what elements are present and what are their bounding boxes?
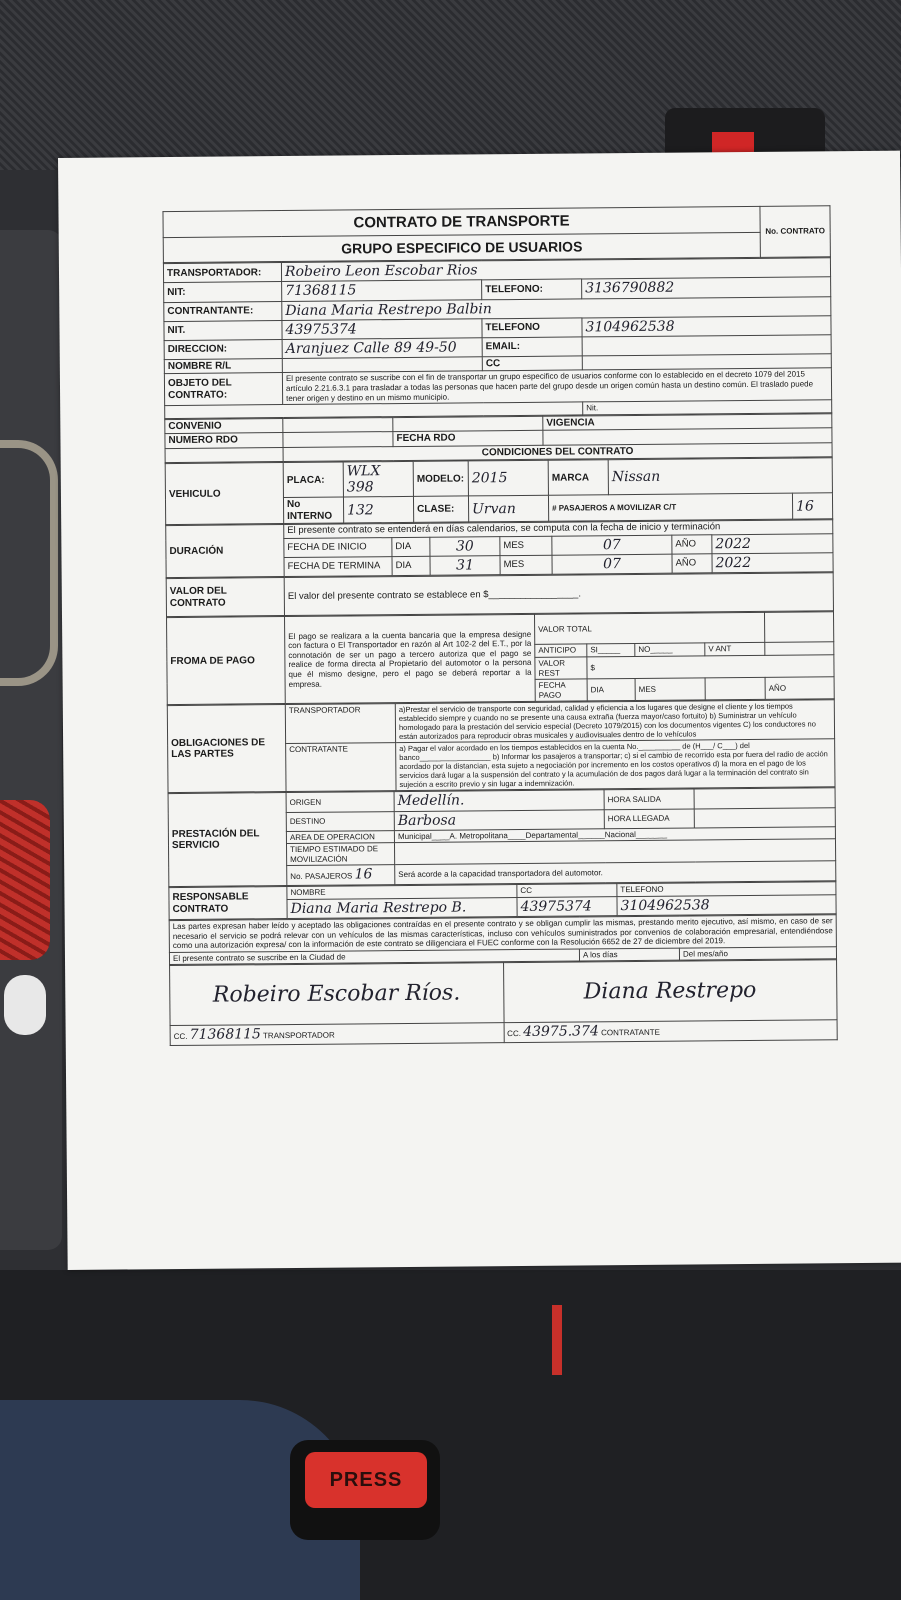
clase-value: Urvan	[468, 496, 548, 523]
inicio-ano-value: 2022	[712, 534, 833, 554]
transportador-signature: Robeiro Escobar Ríos.	[170, 963, 504, 1026]
inicio-dia-value: 30	[430, 537, 500, 557]
pago-mes-label: MES	[635, 678, 705, 701]
condiciones-label: CONDICIONES DEL CONTRATO	[283, 442, 832, 461]
signatures-table	[169, 960, 838, 1047]
pago-text: El pago se realizara a la cuenta bancaria que la empresa designe con factura o El Transportador en razón al Art 102-2 del E.T., por la connotación de ser un pago a tercero autoriza que el pago se realice de forma directa al Propietario del automotor o la persona que él mismo designe, pero el pago se deberá reportar a la empresa.	[285, 615, 536, 704]
origen-value: Medellín.	[394, 790, 604, 811]
contratante-signature: Diana Restrepo	[503, 960, 837, 1023]
valor-table	[166, 573, 834, 618]
contratante-value: Diana Maria Restrepo Balbin	[282, 296, 831, 320]
nit-label: NIT:	[164, 282, 282, 302]
telefono-value: 3136790882	[582, 277, 831, 298]
termina-ano-value: 2022	[712, 553, 833, 573]
transportador-value: Robeiro Leon Escobar Rios	[281, 258, 830, 282]
valor-rest-label: VALOR REST	[535, 657, 587, 680]
contract-paper	[58, 151, 901, 1270]
termina-dia-value: 31	[430, 556, 500, 576]
hora-llegada-label: HORA LLEGADA	[604, 809, 694, 829]
termina-ano-label: AÑO	[672, 554, 712, 573]
nit2-value: 43975374	[282, 318, 482, 339]
resp-nombre-value: Diana Maria Restrepo B.	[287, 897, 517, 918]
resp-telefono-label: TELEFONO	[617, 882, 836, 897]
inicio-mes-value: 07	[552, 535, 672, 555]
nit-value: 71368115	[282, 280, 482, 301]
fecha-rdo-label: FECHA RDO	[393, 430, 543, 446]
mes-ano-label: Del mes/año	[679, 946, 836, 960]
ob-contratante-label: CONTRATANTE	[286, 743, 396, 792]
press-button: PRESS	[305, 1452, 427, 1508]
pasajeros-movilizar-label: # PASAJEROS A MOVILIZAR C/T	[548, 493, 792, 521]
contratante-cc: 43975.374	[523, 1023, 599, 1041]
no-pasajeros-value: 16	[354, 866, 373, 883]
obligaciones-table	[167, 700, 836, 794]
resp-cc-label: CC	[517, 884, 617, 897]
earbud	[4, 975, 46, 1035]
numero-rdo-label: NUMERO RDO	[165, 433, 283, 449]
modelo-value: 2015	[468, 460, 548, 496]
origen-label: ORIGEN	[286, 792, 394, 812]
destino-value: Barbosa	[394, 809, 604, 830]
termina-mes-value: 07	[552, 555, 672, 575]
contratante-label: CONTRANTANTE:	[164, 301, 282, 321]
no-pasajeros-text: Será acorde a la capacidad transportadora del automotor.	[395, 861, 836, 885]
convenio-table	[164, 413, 832, 463]
termina-mes-label: MES	[500, 556, 552, 576]
anticipo-no: NO_____	[635, 643, 705, 656]
resp-telefono-value: 3104962538	[617, 895, 836, 916]
marca-value: Nissan	[608, 458, 832, 495]
tiempo-label: TIEMPO ESTIMADO DE MOVILIZACIÓN	[286, 843, 394, 866]
ob-transportador-label: TRANSPORTADOR	[285, 704, 395, 744]
valor-rest-symbol: $	[587, 655, 834, 679]
inicio-ano-label: AÑO	[672, 535, 712, 554]
transportador-sig-line: CC. 71368115 TRANSPORTADOR	[170, 1023, 504, 1046]
duracion-text: El presente contrato se entenderá en días calendarios, se computa con la fecha de inicio y terminación	[284, 520, 833, 539]
contratante-sig-line: CC. 43975.374 CONTRATANTE	[504, 1020, 838, 1043]
vigencia-label: VIGENCIA	[543, 413, 832, 430]
inicio-dia-label: DIA	[392, 538, 430, 557]
transportador-label: TRANSPORTADOR:	[163, 263, 281, 283]
closing-table	[169, 914, 837, 965]
responsable-label: RESPONSABLE CONTRATO	[169, 887, 287, 920]
dias-label: A los días	[579, 948, 679, 961]
objeto-label: OBJETO DEL CONTRATO:	[164, 373, 282, 406]
pago-ano-label: AÑO	[765, 677, 834, 700]
prestacion-label: PRESTACIÓN DEL SERVICIO	[168, 793, 287, 887]
ob-contratante-text: a) Pagar el valor acordado en los tiempos establecidos en la cuenta No.__________ de (H___/ C___) del banco_________________ b) Informar los pasajeros a transportar; c) si el cambio de recorrido esta por fuera del radio de acción acordado por la distancian, esta sujeto a negociación por incremento en los costos operativos d) la mora en el pago de los servicios dará lugar a la suspensión del contrato y la acumulación de dos pagos dará lugar a la terminación del contrato sin sujeción a escrito previo y sin lugar a indemnización.	[396, 739, 835, 791]
clase-label: CLASE:	[413, 496, 468, 522]
direccion-value: Aranjuez Calle 89 49-50	[282, 338, 482, 359]
resp-nombre-label: NOMBRE	[287, 885, 517, 900]
interno-value: 132	[343, 497, 413, 524]
duracion-table	[165, 520, 833, 579]
nombre-rl-label: NOMBRE R/L	[164, 358, 282, 374]
prestacion-table	[168, 788, 837, 888]
duracion-label: DURACIÓN	[166, 525, 284, 578]
area-options: Municipal____A. Metropolitana____Departamental______Nacional_______	[394, 826, 835, 842]
pago-dia-label: DIA	[587, 679, 635, 702]
hora-salida-label: HORA SALIDA	[604, 789, 694, 809]
placa-label: PLACA:	[283, 462, 343, 498]
vant-label: V ANT	[705, 643, 765, 656]
vehiculo-label: VEHICULO	[165, 463, 284, 525]
red-cord	[0, 800, 50, 960]
cable-coil	[0, 440, 58, 686]
objeto-text: El presente contrato se suscribe con el fin de transportar un grupo especifico de usuarios conforme con lo establecido en el decreto 1079 del 2015 artículo 2.21.6.3.1 para trasladar a todas las personas que hacen parte del grupo desde un origen común hasta un destino común. El traslado puede tener origen y destino en un mismo municipio.	[282, 368, 831, 405]
pasajeros-movilizar-value: 16	[792, 493, 832, 519]
direccion-label: DIRECCION:	[164, 339, 282, 359]
no-pasajeros-label: No. PASAJEROS 16	[287, 865, 395, 886]
anticipo-si: SI_____	[587, 644, 635, 657]
objeto-nit-label: Nit.	[583, 400, 832, 415]
fecha-pago-label: FECHA PAGO	[535, 679, 587, 702]
obligaciones-label: OBLIGACIONES DE LAS PARTES	[167, 705, 286, 793]
red-stripe	[552, 1305, 562, 1375]
parties-table	[163, 258, 832, 419]
valor-total-label: VALOR TOTAL	[535, 613, 765, 645]
car-console	[0, 230, 62, 1250]
header-table	[162, 205, 830, 263]
cc-label: CC	[482, 356, 582, 371]
telefono2-value: 3104962538	[582, 315, 831, 336]
convenio-label: CONVENIO	[165, 418, 283, 434]
contract-form	[162, 205, 837, 1046]
contract-subtitle: GRUPO ESPECIFICO DE USUARIOS	[163, 233, 760, 263]
valor-text: El valor del presente contrato se establece en $_________________.	[284, 573, 833, 616]
resp-cc-value: 43975374	[517, 896, 617, 916]
telefono-label: TELEFONO:	[482, 279, 582, 299]
area-label: AREA DE OPERACION	[286, 830, 394, 844]
transportador-sig-label: TRANSPORTADOR	[262, 1030, 335, 1041]
pago-label: FROMA DE PAGO	[167, 617, 286, 705]
nit2-label: NIT.	[164, 320, 282, 340]
contract-title: CONTRATO DE TRANSPORTE	[163, 206, 760, 237]
telefono2-label: TELEFONO	[482, 318, 582, 338]
no-contrato-label: No. CONTRATO	[760, 206, 830, 258]
anticipo-label: ANTICIPO	[535, 644, 587, 657]
modelo-label: MODELO:	[413, 461, 468, 497]
termina-dia-label: DIA	[392, 557, 430, 576]
ob-transportador-text: a)Prestar el servicio de transporte con seguridad, calidad y eficiencia a los lugares que designe el cliente y los tiempos establecido siempre y cuando no se presente una causa extraña (fuerza mayor/caso fortuito) b) Suministrar un vehículo homologado para la prestación del servicio especial (Decreto 1079/2015) con los documentos vigentes C) los conductores no están autorizados para reproducir obras musicales y audiovisuales dentro de lo vehículos	[395, 700, 834, 743]
closing-text: Las partes expresan haber leído y aceptado las obligaciones contraídas en el presente contrato y se obligan cumplir las mismas, prestando merito ejecutivo, así mismo, en caso de ser necesario el servicio se podrá relevar con un vehículos de las mismas características, incluso con vehículos suministrados por convenios de colaboración empresarial, entendiéndose como una autorización expresa/ con la información de este contrato se diligenciara el FUEC conforme con la Resolución 6652 de 27 de diciembre del 2019.	[169, 915, 836, 953]
email-label: EMAIL:	[482, 337, 582, 357]
contratante-sig-label: CONTRATANTE	[601, 1028, 660, 1038]
inicio-mes-label: MES	[500, 537, 552, 557]
interno-label: No INTERNO	[283, 497, 343, 524]
valor-label: VALOR DEL CONTRATO	[166, 578, 284, 617]
vehiculo-table	[165, 457, 834, 525]
marca-label: MARCA	[548, 460, 608, 496]
fecha-termina-label: FECHA DE TERMINA	[284, 557, 392, 577]
email-value	[582, 334, 831, 355]
transportador-cc: 71368115	[189, 1026, 262, 1044]
destino-label: DESTINO	[286, 811, 394, 831]
pago-table	[166, 612, 835, 706]
fecha-inicio-label: FECHA DE INICIO	[284, 538, 392, 558]
placa-value: WLX 398	[343, 462, 413, 498]
ciudad-label: El presente contrato se suscribe en la Ciudad de	[169, 949, 579, 965]
